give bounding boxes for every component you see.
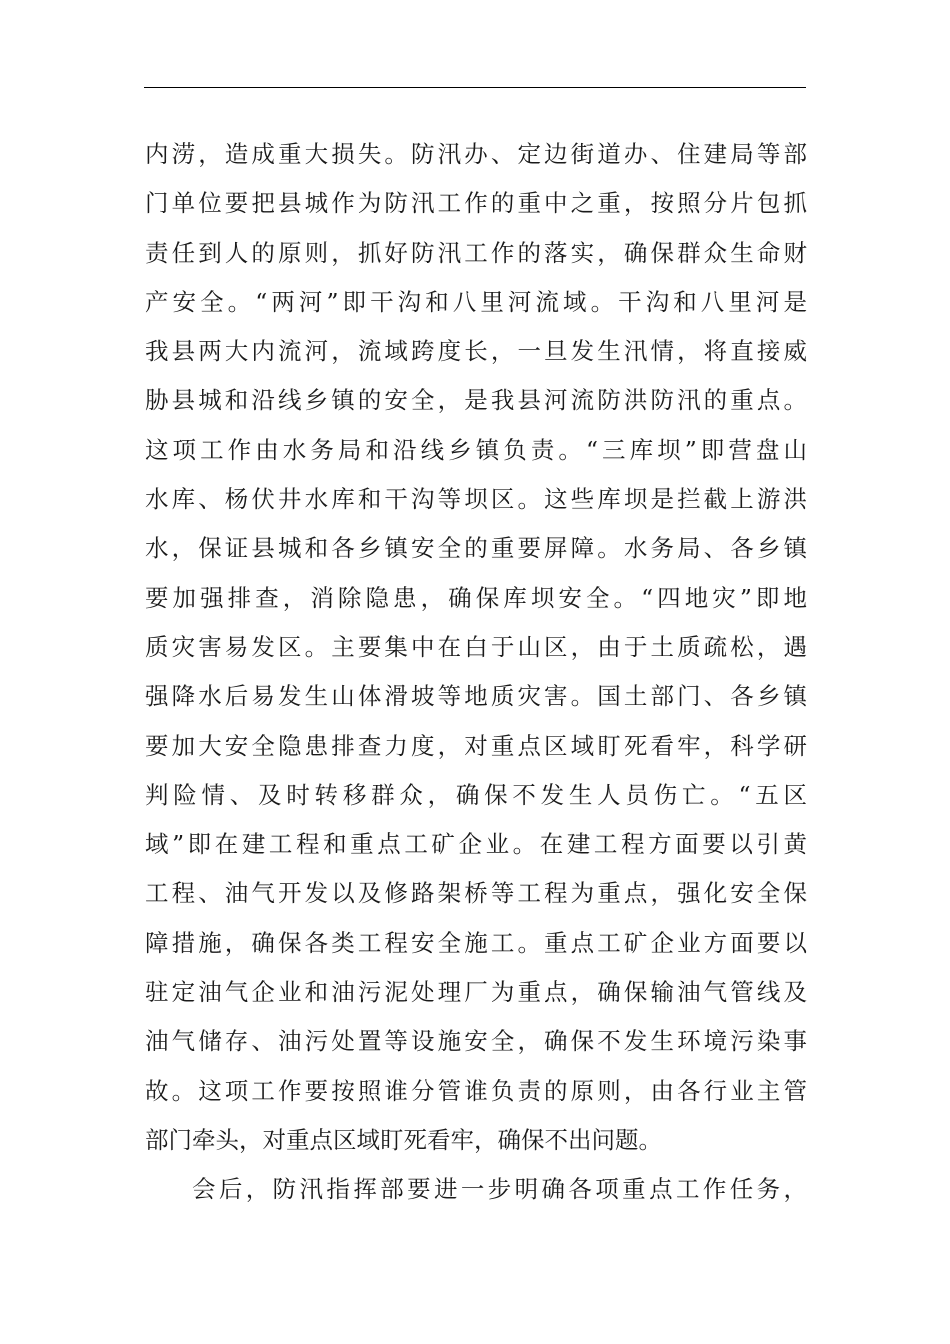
text-line: 我县两大内流河，流域跨度长，一旦发生汛情，将直接威: [145, 337, 807, 366]
text-line: 质灾害易发区。主要集中在白于山区，由于土质疏松，遇: [145, 632, 807, 661]
text-line: 胁县城和沿线乡镇的安全，是我县河流防洪防汛的重点。: [145, 386, 807, 415]
text-line: 驻定油气企业和油污泥处理厂为重点，确保输油气管线及: [145, 978, 807, 1007]
text-line: 责任到人的原则，抓好防汛工作的落实，确保群众生命财: [145, 238, 807, 267]
text-line: 这项工作由水务局和沿线乡镇负责。“三库坝”即营盘山: [145, 435, 807, 464]
text-line: 域”即在建工程和重点工矿企业。在建工程方面要以引黄: [145, 830, 807, 859]
body-text: [145, 130, 807, 1215]
text-line: 要加强排查，消除隐患，确保库坝安全。“四地灾”即地: [145, 583, 807, 612]
text-line: 判险情、及时转移群众，确保不发生人员伤亡。“五区: [145, 780, 807, 809]
text-line: 内涝，造成重大损失。防汛办、定边街道办、住建局等部: [145, 140, 807, 168]
text-line: 水库、杨伏井水库和干沟等坝区。这些库坝是拦截上游洪: [145, 485, 807, 514]
text-line: 水，保证县城和各乡镇安全的重要屏障。水务局、各乡镇: [145, 534, 807, 563]
text-line: 工程、油气开发以及修路架桥等工程为重点，强化安全保: [145, 879, 807, 908]
paragraph-first-line: 会后，防汛指挥部要进一步明确各项重点工作任务，: [192, 1175, 807, 1204]
text-line: 产安全。“两河”即干沟和八里河流域。干沟和八里河是: [145, 287, 807, 316]
header-rule: [144, 87, 806, 88]
text-line: 故。这项工作要按照谁分管谁负责的原则，由各行业主管: [145, 1076, 807, 1105]
text-line: 门单位要把县城作为防汛工作的重中之重，按照分片包抓: [145, 189, 807, 218]
text-line: 要加大安全隐患排查力度，对重点区域盯死看牢，科学研: [145, 731, 807, 760]
text-line: 强降水后易发生山体滑坡等地质灾害。国土部门、各乡镇: [145, 682, 807, 711]
paragraph-last-line: 部门牵头，对重点区域盯死看牢，确保不出问题。: [145, 1125, 662, 1154]
text-line: 油气储存、油污处置等设施安全，确保不发生环境污染事: [145, 1027, 807, 1056]
text-line: 障措施，确保各类工程安全施工。重点工矿企业方面要以: [145, 928, 807, 957]
